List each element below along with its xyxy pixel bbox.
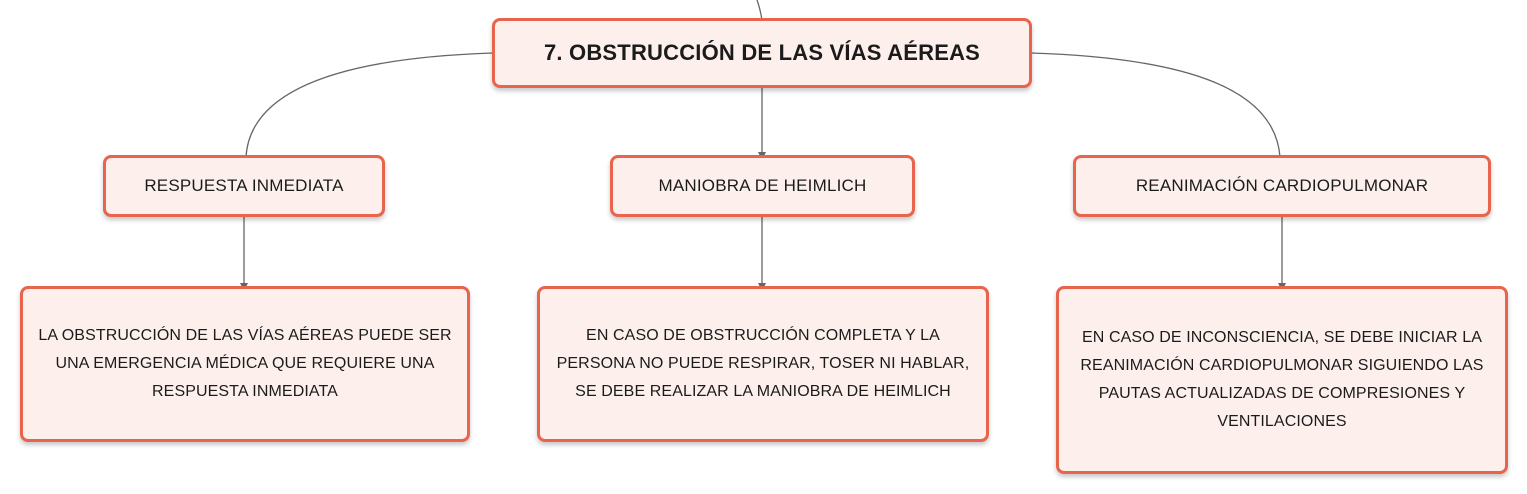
detail-node-reanimacion-cardiopulmonar[interactable] [1056, 286, 1508, 474]
topic-label: REANIMACIÓN CARDIOPULMONAR [1135, 176, 1429, 195]
detail-line: EN CASO DE INCONSCIENCIA, SE DEBE INICIAR LA [1081, 329, 1483, 346]
detail-node-respuesta-inmediata[interactable] [20, 286, 470, 442]
detail-text [1080, 324, 1483, 436]
root-node[interactable] [492, 18, 1032, 88]
detail-node-maniobra-heimlich[interactable] [537, 286, 989, 442]
topic-label: MANIOBRA DE HEIMLICH [658, 176, 867, 195]
topic-node-reanimacion-cardiopulmonar[interactable] [1073, 155, 1491, 217]
root-label: 7. OBSTRUCCIÓN DE LAS VÍAS AÉREAS [543, 40, 981, 65]
detail-line: RESPUESTA INMEDIATA [152, 383, 338, 400]
topic-label: RESPUESTA INMEDIATA [144, 176, 344, 195]
detail-line: SE DEBE REALIZAR LA MANIOBRA DE HEIMLICH [575, 383, 951, 400]
topic-node-maniobra-heimlich[interactable] [610, 155, 915, 217]
topic-node-respuesta-inmediata[interactable] [103, 155, 385, 217]
detail-line: VENTILACIONES [1217, 413, 1347, 430]
parent-connector [757, 0, 762, 20]
detail-line: REANIMACIÓN CARDIOPULMONAR SIGUIENDO LAS [1080, 357, 1484, 374]
detail-line: UNA EMERGENCIA MÉDICA QUE REQUIERE UNA [55, 355, 435, 372]
detail-line: PAUTAS ACTUALIZADAS DE COMPRESIONES Y [1098, 385, 1466, 402]
detail-line: PERSONA NO PUEDE RESPIRAR, TOSER NI HABLAR, [556, 355, 970, 372]
connector-root-to-respuesta [246, 53, 493, 157]
detail-line: LA OBSTRUCCIÓN DE LAS VÍAS AÉREAS PUEDE SER [38, 327, 452, 344]
detail-text [38, 322, 451, 406]
connector-root-to-rcp [1031, 53, 1280, 157]
detail-text [557, 322, 970, 406]
detail-line: EN CASO DE OBSTRUCCIÓN COMPLETA Y LA [586, 327, 940, 344]
